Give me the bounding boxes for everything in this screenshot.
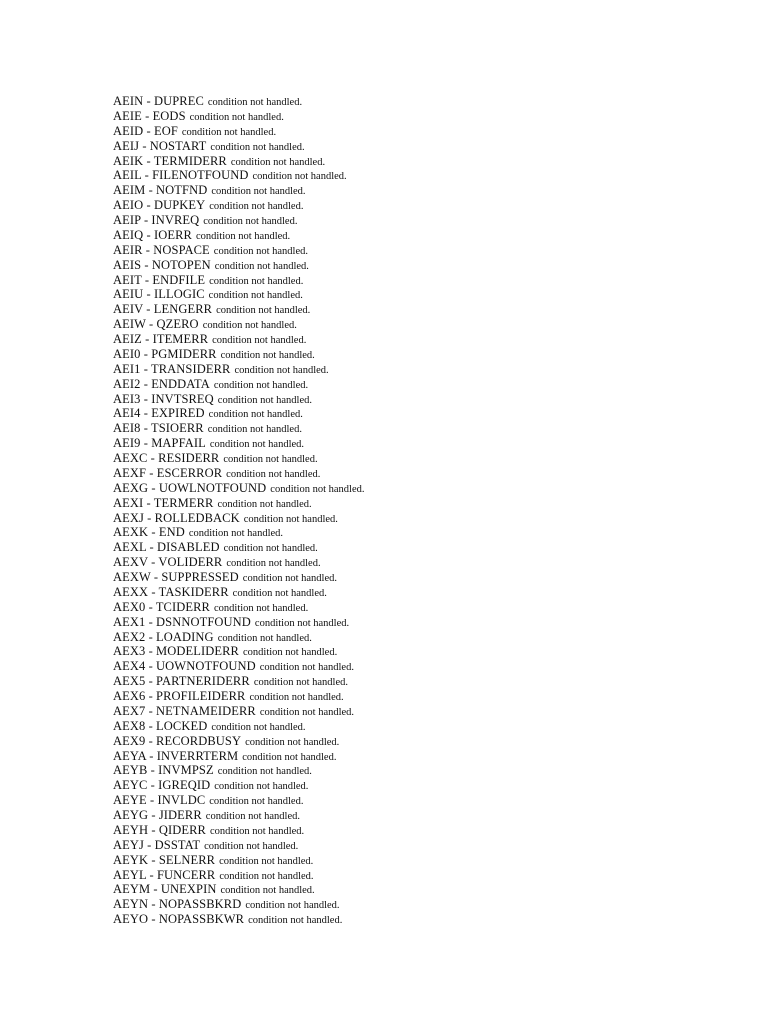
condition-message: condition not handled. [223,454,318,465]
list-item [113,793,364,808]
abend-code: AEXL - DISABLED [113,540,220,555]
condition-message: condition not handled. [245,736,340,748]
condition-message: condition not handled. [219,870,314,882]
condition-message: condition not handled. [188,528,284,540]
condition-message: condition not handled. [202,320,297,332]
list-item [113,838,364,853]
list-item [113,168,364,183]
condition-message: condition not handled. [216,305,311,317]
abend-code: AEIQ - IOERR [113,227,192,242]
list-item [113,317,364,332]
list-item [113,600,364,615]
condition-message: condition not handled. [226,468,321,480]
list-item [113,853,364,868]
list-item [113,511,364,526]
condition-message: condition not handled. [234,364,329,376]
abend-code: AEX0 - TCIDERR [113,599,210,614]
abend-code: AEYB - INVMPSZ [113,763,214,778]
abend-code: AEXV - VOLIDERR [113,555,223,570]
abend-code: AEXC - RESIDERR [113,451,220,465]
abend-code-list [113,94,364,927]
condition-message: condition not handled. [204,840,299,852]
abend-code: AEYA - INVERRTERM [113,748,239,763]
abend-code: AEXJ - ROLLEDBACK [113,510,240,525]
condition-message: condition not handled. [213,379,309,391]
condition-message: condition not handled. [248,915,343,927]
list-item [113,377,364,392]
condition-message: condition not handled. [209,796,304,808]
list-item [113,778,364,793]
condition-message: condition not handled. [249,692,344,703]
condition-message: condition not handled. [217,632,312,644]
condition-message: condition not handled. [208,409,303,421]
list-item [113,540,364,555]
abend-code: AEX2 - LOADING [113,629,214,644]
condition-message: condition not handled. [195,230,291,242]
list-item [113,481,364,496]
condition-message: condition not handled. [214,781,309,793]
abend-code: AEYK - SELNERR [113,852,216,867]
abend-code: AEXI - TERMERR [113,495,214,510]
condition-message: condition not handled. [209,439,305,451]
abend-code: AEIP - INVREQ [113,213,200,227]
list-item [113,273,364,288]
list-item [113,347,364,362]
abend-code: AEI0 - PGMIDERR [113,346,217,361]
list-item [113,615,364,630]
condition-message: condition not handled. [259,706,355,718]
list-item [113,392,364,407]
list-item [113,719,364,734]
list-item [113,451,364,466]
abend-code: AEIT - ENDFILE [113,272,206,287]
list-item [113,406,364,421]
condition-message: condition not handled. [207,424,302,436]
list-item [113,228,364,243]
list-item [113,749,364,764]
abend-code: AEYC - IGREQID [113,778,211,793]
condition-message: condition not handled. [207,97,303,108]
condition-message: condition not handled. [217,394,312,406]
abend-code: AEID - EOF [113,123,178,138]
abend-code: AEIS - NOTOPEN [113,257,211,272]
condition-message: condition not handled. [209,275,304,287]
abend-code: AEIN - DUPREC [113,94,204,108]
condition-message: condition not handled. [217,766,312,778]
abend-code: AEX8 - LOCKED [113,718,208,733]
list-item [113,689,364,704]
list-item [113,763,364,778]
list-item [113,644,364,659]
condition-message: condition not handled. [220,349,315,361]
abend-code: AEX3 - MODELIDERR [113,644,239,659]
list-item [113,302,364,317]
abend-code: AEI8 - TSIOERR [113,421,204,436]
condition-message: condition not handled. [208,290,303,302]
condition-message: condition not handled. [203,216,298,227]
condition-message: condition not handled. [219,855,314,867]
list-item [113,362,364,377]
abend-code: AEIV - LENGERR [113,302,213,317]
abend-code: AEXW - SUPPRESSED [113,570,239,584]
abend-code: AEX1 - DSNNOTFOUND [113,614,251,629]
abend-code: AEI3 - INVTSREQ [113,391,214,406]
abend-code: AEYG - JIDERR [113,808,202,822]
condition-message: condition not handled. [212,335,307,346]
abend-code: AEIO - DUPKEY [113,198,206,213]
condition-message: condition not handled. [213,245,308,257]
list-item [113,525,364,540]
abend-code: AEI4 - EXPIRED [113,406,205,421]
condition-message: condition not handled. [211,186,306,198]
condition-message: condition not handled. [209,201,304,213]
abend-code: AEIK - TERMIDERR [113,153,227,168]
abend-code: AEX4 - UOWNOTFOUND [113,659,256,674]
list-item [113,466,364,481]
abend-code: AEIM - NOTFND [113,183,208,198]
condition-message: condition not handled. [205,811,300,822]
abend-code: AEIW - QZERO [113,317,199,332]
abend-code: AEIR - NOSPACE [113,242,210,257]
list-item [113,198,364,213]
list-item [113,94,364,109]
list-item [113,436,364,451]
list-item [113,213,364,228]
condition-message: condition not handled. [211,721,306,733]
abend-code: AEI9 - MAPFAIL [113,436,206,451]
condition-message: condition not handled. [214,602,309,614]
condition-message: condition not handled. [232,587,327,599]
abend-code: AEI2 - ENDDATA [113,376,210,391]
list-item [113,421,364,436]
condition-message: condition not handled. [209,825,305,837]
condition-message: condition not handled. [252,171,347,183]
list-item [113,139,364,154]
abend-code: AEX5 - PARTNERIDERR [113,674,250,689]
abend-code: AEYJ - DSSTAT [113,837,201,852]
condition-message: condition not handled. [220,885,315,897]
condition-message: condition not handled. [223,543,318,555]
condition-message: condition not handled. [243,647,338,659]
condition-message: condition not handled. [245,900,340,912]
condition-message: condition not handled. [242,573,337,584]
abend-code: AEX9 - RECORDBUSY [113,733,242,748]
abend-code: AEX7 - NETNAMEIDERR [113,703,256,718]
condition-message: condition not handled. [243,513,338,525]
list-item [113,897,364,912]
abend-code: AEYE - INVLDC [113,793,206,808]
condition-message: condition not handled. [242,751,337,763]
list-item [113,674,364,689]
condition-message: condition not handled. [230,156,326,168]
abend-code: AEX6 - PROFILEIDERR [113,689,246,703]
abend-code: AEIU - ILLOGIC [113,287,205,302]
list-item [113,496,364,511]
condition-message: condition not handled. [181,126,277,138]
list-item [113,704,364,719]
condition-message: condition not handled. [259,662,354,674]
condition-message: condition not handled. [270,483,365,495]
condition-message: condition not handled. [253,677,349,689]
abend-code: AEXK - END [113,525,185,540]
list-item [113,124,364,139]
abend-code: AEIE - EODS [113,108,186,123]
abend-code: AEIZ - ITEMERR [113,332,209,346]
list-item [113,243,364,258]
abend-code: AEIJ - NOSTART [113,138,207,153]
abend-code: AEYH - QIDERR [113,822,206,837]
list-item [113,912,364,927]
list-item [113,585,364,600]
list-item [113,570,364,585]
condition-message: condition not handled. [189,111,284,123]
list-item [113,287,364,302]
condition-message: condition not handled. [217,498,312,510]
list-item [113,868,364,883]
abend-code: AEYL - FUNCERR [113,867,216,882]
condition-message: condition not handled. [210,141,305,153]
abend-code: AEXX - TASKIDERR [113,584,229,599]
list-item [113,808,364,823]
list-item [113,258,364,273]
condition-message: condition not handled. [226,558,321,570]
abend-code: AEXF - ESCERROR [113,465,223,480]
abend-code: AEI1 - TRANSIDERR [113,361,231,376]
list-item [113,154,364,169]
abend-code: AEIL - FILENOTFOUND [113,168,249,183]
abend-code: AEYN - NOPASSBKRD [113,897,242,912]
list-item [113,332,364,347]
list-item [113,882,364,897]
list-item [113,183,364,198]
abend-code: AEYM - UNEXPIN [113,882,217,897]
condition-message: condition not handled. [214,260,309,272]
list-item [113,659,364,674]
list-item [113,109,364,124]
list-item [113,823,364,838]
abend-code: AEYO - NOPASSBKWR [113,912,245,927]
abend-code: AEXG - UOWLNOTFOUND [113,480,267,495]
condition-message: condition not handled. [254,617,350,629]
